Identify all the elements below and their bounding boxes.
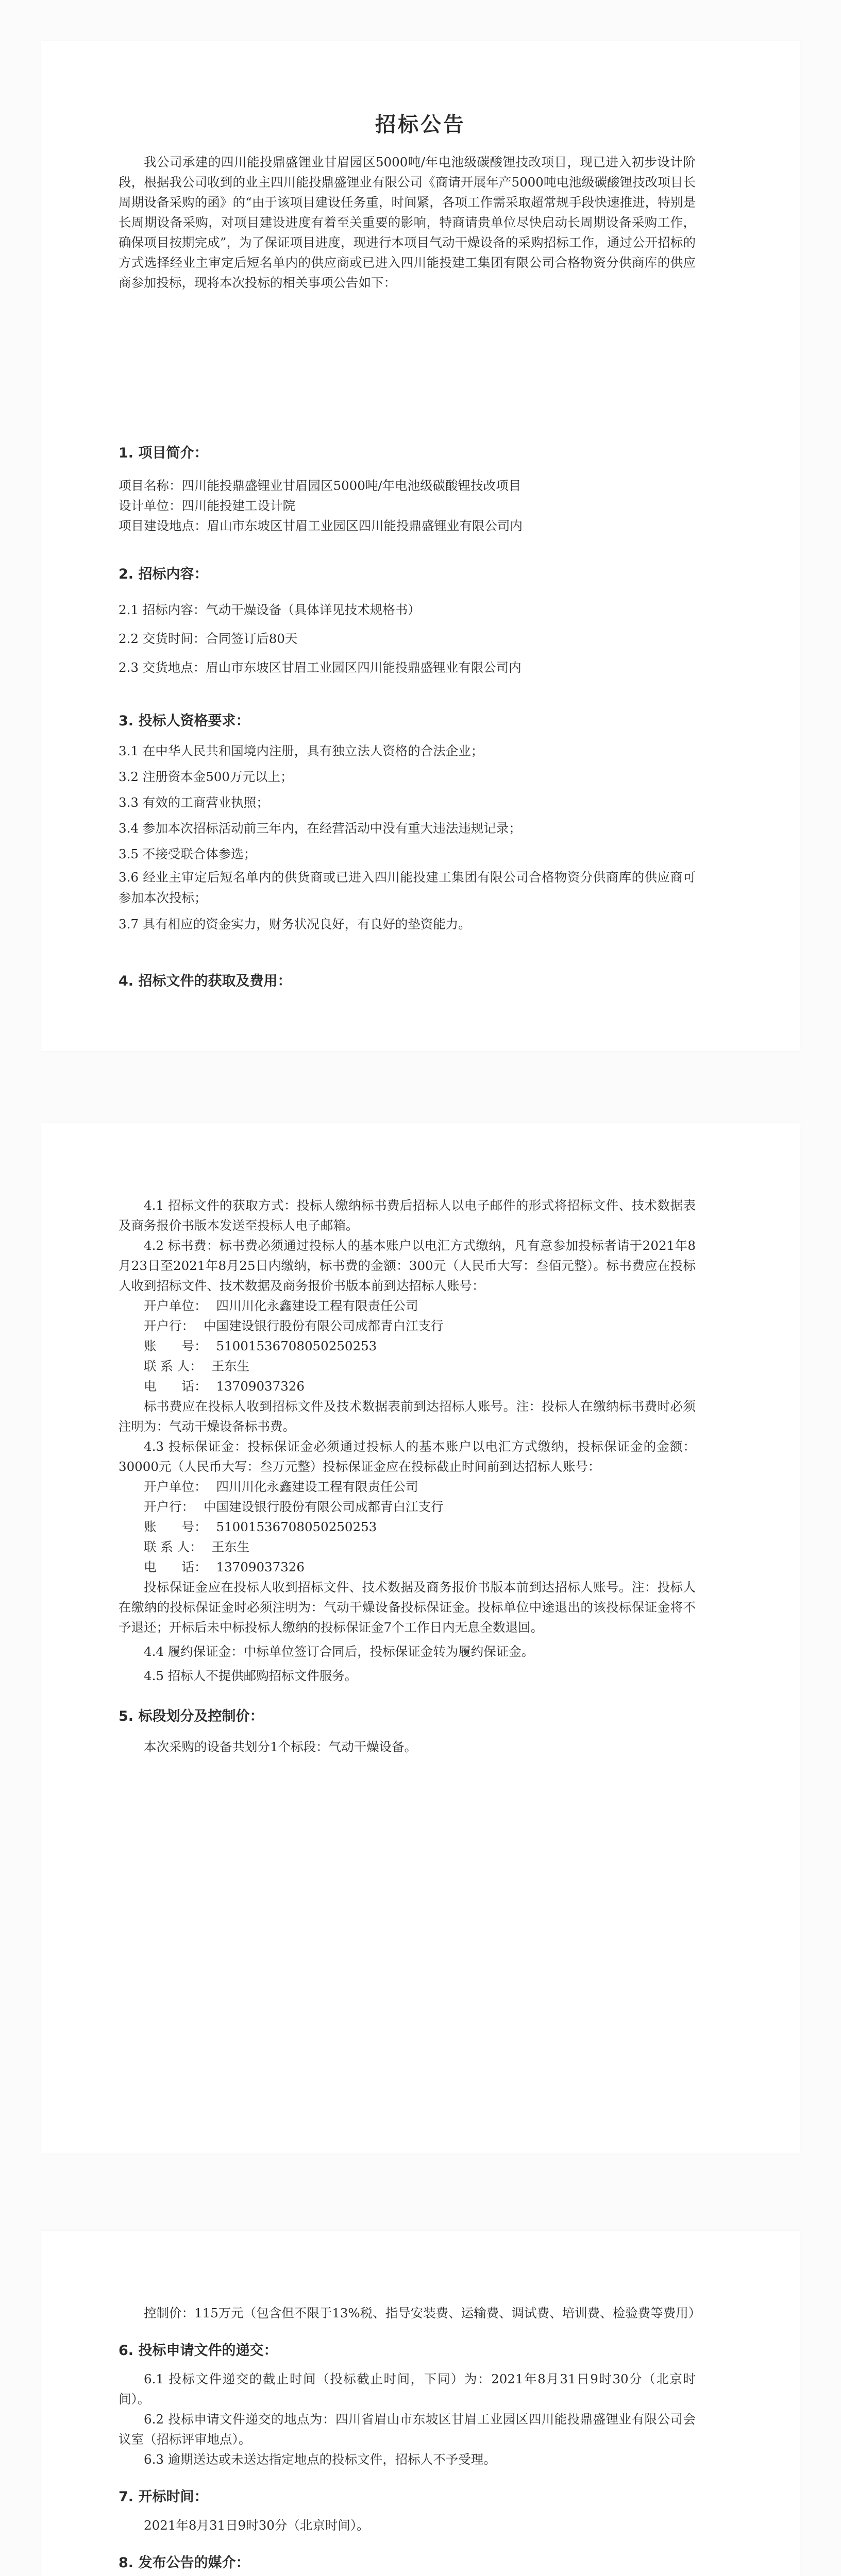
paragraph: 6.2 投标申请文件递交的地点为：四川省眉山市东坡区甘眉工业园区四川能投鼎盛锂业有限公司会议室（招标评审地点）。	[119, 2412, 696, 2447]
account-row	[144, 1497, 696, 1517]
section-heading: 7. 开标时间：	[119, 2489, 208, 2505]
account-row	[144, 1537, 696, 1557]
account-row	[144, 1517, 696, 1537]
document-page-1	[41, 41, 800, 1051]
account-value: 中国建设银行股份有限公司成都青白江支行	[204, 1318, 444, 1333]
account-value: 四川川化永鑫建设工程有限责任公司	[216, 1479, 418, 1494]
list-item: 2.2 交货时间：合同签订后80天	[119, 631, 298, 646]
list-item: 2.3 交货地点：眉山市东坡区甘眉工业园区四川能投鼎盛锂业有限公司内	[119, 660, 522, 675]
section-heading: 8. 发布公告的媒介：	[119, 2555, 250, 2571]
project-designer: 设计单位：四川能投建工设计院	[119, 498, 295, 513]
account-value: 13709037326	[216, 1560, 305, 1574]
account-key: 开户单位：	[144, 1298, 207, 1313]
account-row	[144, 1336, 696, 1356]
list-item: 3.4 参加本次招标活动前三年内，在经营活动中没有重大违法违规记录；	[119, 821, 522, 836]
paragraph: 4.2 标书费：标书费必须通过投标人的基本账户以电汇方式缴纳，凡有意参加投标者请于2021年8月23日至2021年8月25日内缴纳，标书费的金额：300元（人民币大写：叁佰元整）。标书费应在投标人收到招标文件、技术数据及商务报价书版本前到达招标人账号：	[119, 1238, 696, 1293]
list-item: 3.5 不接受联合体参选；	[119, 846, 257, 861]
paragraph: 4.5 招标人不提供邮购招标文件服务。	[144, 1668, 358, 1683]
section-heading: 1. 项目简介：	[119, 445, 208, 461]
section-3	[119, 711, 696, 937]
account-row	[144, 1557, 696, 1577]
account-row	[144, 1477, 696, 1497]
account-key: 开户行：	[144, 1499, 194, 1514]
paragraph: 4.3 投标保证金：投标保证金必须通过投标人的基本账户以电汇方式缴纳，投标保证金的金额：30000元（人民币大写：叁万元整）投标保证金应在投标截止时间前到达招标人账号：	[119, 1439, 696, 1474]
account-key: 开户行：	[144, 1318, 194, 1333]
section-heading: 5. 标段划分及控制价：	[119, 1708, 264, 1724]
section-4-heading-block	[119, 971, 696, 991]
paragraph: 4.1 招标文件的获取方式：投标人缴纳标书费后招标人以电子邮件的形式将招标文件、技术数据表及商务报价书版本发送至投标人电子邮箱。	[119, 1198, 696, 1233]
list-item: 2.1 招标内容：气动干燥设备（具体详见技术规格书）	[119, 602, 420, 617]
document-page-2	[41, 1123, 800, 2154]
account-value: 13709037326	[216, 1379, 305, 1394]
section-heading: 2. 招标内容：	[119, 566, 208, 582]
account-key: 联 系 人：	[144, 1359, 203, 1374]
account-key: 电 话：	[144, 1560, 207, 1574]
account-row	[144, 1316, 696, 1336]
project-site: 项目建设地点：眉山市东坡区甘眉工业园区四川能投鼎盛锂业有限公司内	[119, 518, 523, 533]
account-key: 账 号：	[144, 1338, 207, 1353]
page-3-content	[119, 2303, 701, 2576]
paragraph: 投标保证金应在投标人收到招标文件、技术数据及商务报价书版本前到达招标人账号。注：投标人在缴纳的投标保证金时必须注明为：气动干燥设备投标保证金。投标单位中途退出的该投标保证金将不予退还；开标后未中标投标人缴纳的投标保证金7个工作日内无息全数退回。	[119, 1580, 696, 1635]
account-value: 四川川化永鑫建设工程有限责任公司	[216, 1298, 418, 1313]
section-2	[119, 564, 696, 682]
intro-block	[119, 152, 696, 293]
list-item: 3.6 经业主审定后短名单内的供货商或已进入四川能投建工集团有限公司合格物资分供商库的供应商可参加本次投标；	[119, 870, 696, 905]
account-row	[144, 1296, 696, 1316]
document-page-3	[41, 2231, 800, 2576]
account-value: 王东生	[211, 1359, 250, 1374]
account-row	[144, 1356, 696, 1376]
account-key: 联 系 人：	[144, 1539, 203, 1554]
account-key: 账 号：	[144, 1519, 207, 1534]
opening-time: 2021年8月31日9时30分（北京时间）。	[144, 2518, 369, 2533]
list-item: 3.2 注册资本金500万元以上；	[119, 769, 293, 784]
account-value: 中国建设银行股份有限公司成都青白江支行	[204, 1499, 444, 1514]
account-key: 开户单位：	[144, 1479, 207, 1494]
control-price: 控制价：115万元（包含但不限于13%税、指导安装费、运输费、调试费、培训费、检验费等费用）	[144, 2306, 701, 2320]
account-value: 51001536708050250253	[216, 1338, 377, 1353]
list-item: 3.7 具有相应的资金实力，财务状况良好，有良好的垫资能力。	[119, 917, 471, 931]
page-title: 招标公告	[375, 113, 466, 137]
account-key: 电 话：	[144, 1379, 207, 1394]
paragraph: 6.1 投标文件递交的截止时间（投标截止时间，下同）为：2021年8月31日9时30分（北京时间）。	[119, 2371, 696, 2406]
project-name: 项目名称：四川能投鼎盛锂业甘眉园区5000吨/年电池级碳酸锂技改项目	[119, 478, 522, 493]
account-value: 王东生	[211, 1539, 250, 1554]
paragraph: 6.3 逾期送达或未送达指定地点的投标文件，招标人不予受理。	[144, 2452, 496, 2467]
paragraph: 4.4 履约保证金：中标单位签订合同后，投标保证金转为履约保证金。	[144, 1644, 534, 1659]
bank-account-2	[119, 1477, 696, 1577]
section-4	[119, 1195, 696, 1757]
paragraph: 标书费应在投标人收到招标文件及技术数据表前到达招标人账号。注：投标人在缴纳标书费时必须注明为：气动干燥设备标书费。	[119, 1399, 696, 1434]
account-row	[144, 1376, 696, 1396]
paragraph: 本次采购的设备共划分1个标段：气动干燥设备。	[144, 1739, 417, 1754]
section-heading: 3. 投标人资格要求：	[119, 713, 250, 729]
intro-paragraph: 我公司承建的四川能投鼎盛锂业甘眉园区5000吨/年电池级碳酸锂技改项目，现已进入初步设计阶段，根据我公司收到的业主四川能投鼎盛锂业有限公司《商请开展年产5000吨电池级碳酸锂技改项目长周期设备采购的函》的“由于该项目建设任务重，时间紧，各项工作需采取超常规手段快速推进，特别是长周期设备采购，对项目建设进度有着至关重要的影响，特商请贵单位尽快启动长周期设备采购工作，确保项目按期完成”，为了保证项目进度，现进行本项目气动干燥设备的采购招标工作，通过公开招标的方式选择经业主审定后短名单内的供应商或已进入四川能投建工集团有限公司合格物资分供商库的供应商参加投标，现将本次投标的相关事项公告如下：	[119, 155, 696, 290]
list-item: 3.3 有效的工商营业执照；	[119, 795, 269, 810]
account-value: 51001536708050250253	[216, 1519, 377, 1534]
section-heading: 4. 招标文件的获取及费用：	[119, 973, 292, 989]
list-item: 3.1 在中华人民共和国境内注册，具有独立法人资格的合法企业；	[119, 743, 484, 758]
section-heading: 6. 投标申请文件的递交：	[119, 2343, 278, 2359]
section-1	[119, 443, 696, 536]
bank-account-1	[119, 1296, 696, 1396]
